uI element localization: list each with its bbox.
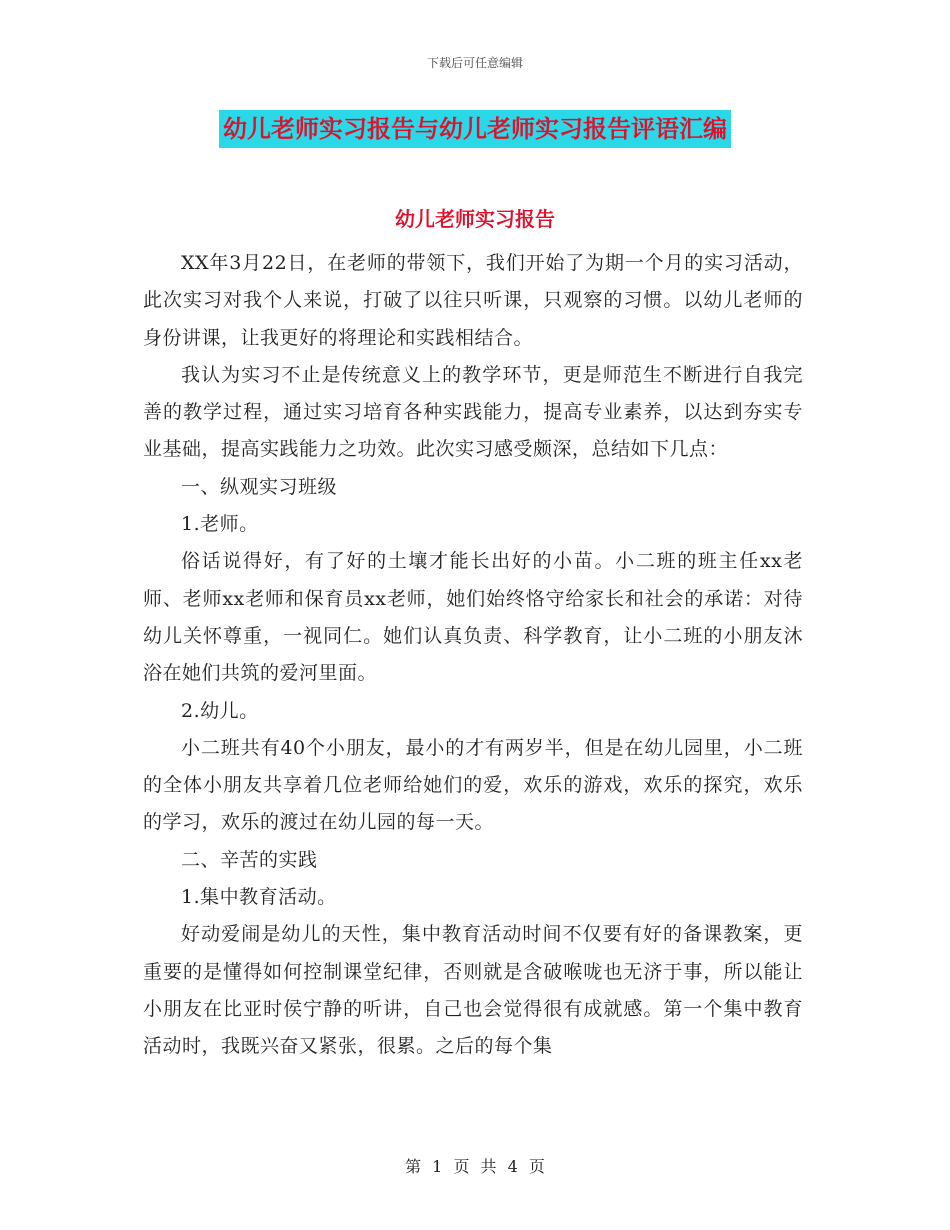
page-footer: 第 1 页 共 4 页 <box>405 1157 545 1176</box>
paragraph: 二、辛苦的实践 <box>181 848 318 871</box>
section-title: 幼儿老师实习报告 <box>395 207 555 231</box>
paragraph: 俗话说得好，有了好的土壤才能长出好的小苗。小二班的班主任xx老师、老师xx老师和保育员xx老师，她们始终恪守给家长和社会的承诺：对待幼儿关怀尊重，一视同仁。她们认真负责、科学教育，让小二班的小朋友沐浴在她们共筑的爱河里面。 <box>143 550 803 685</box>
main-title: 幼儿老师实习报告与幼儿老师实习报告评语汇编 <box>219 110 731 148</box>
paragraph: 我认为实习不止是传统意义上的教学环节，更是师范生不断进行自我完善的教学过程，通过实习培育各种实践能力，提高专业素养，以达到夯实专业基础，提高实践能力之功效。此次实习感受颇深，总结如下几点： <box>143 363 803 461</box>
paragraph: 1.老师。 <box>181 513 259 536</box>
paragraph: XX年3月22日，在老师的带领下，我们开始了为期一个月的实习活动，此次实习对我个人来说，打破了以往只听课，只观察的习惯。以幼儿老师的身份讲课，让我更好的将理论和实践相结合。 <box>143 252 803 349</box>
paragraph: 好动爱闹是幼儿的天性，集中教育活动时间不仅要有好的备课教案，更重要的是懂得如何控制课堂纪律，否则就是含破喉咙也无济于事，所以能让小朋友在比亚时侯宁静的听讲，自己也会觉得很有成就感。第一个集中教育活动时，我既兴奋又紧张，很累。之后的每个集 <box>143 923 803 1058</box>
paragraph: 1.集中教育活动。 <box>181 886 337 909</box>
paragraph: 小二班共有40个小朋友，最小的才有两岁半，但是在幼儿园里，小二班的全体小朋友共享着几位老师给她们的爱，欢乐的游戏，欢乐的探究，欢乐的学习，欢乐的渡过在幼儿园的每一天。 <box>143 736 803 834</box>
paragraph: 一、纵观实习班级 <box>181 475 338 498</box>
header-note: 下载后可任意编辑 <box>426 56 523 70</box>
body-text <box>143 245 803 1066</box>
main-title-container <box>0 110 950 148</box>
paragraph: 2.幼儿。 <box>181 699 259 722</box>
